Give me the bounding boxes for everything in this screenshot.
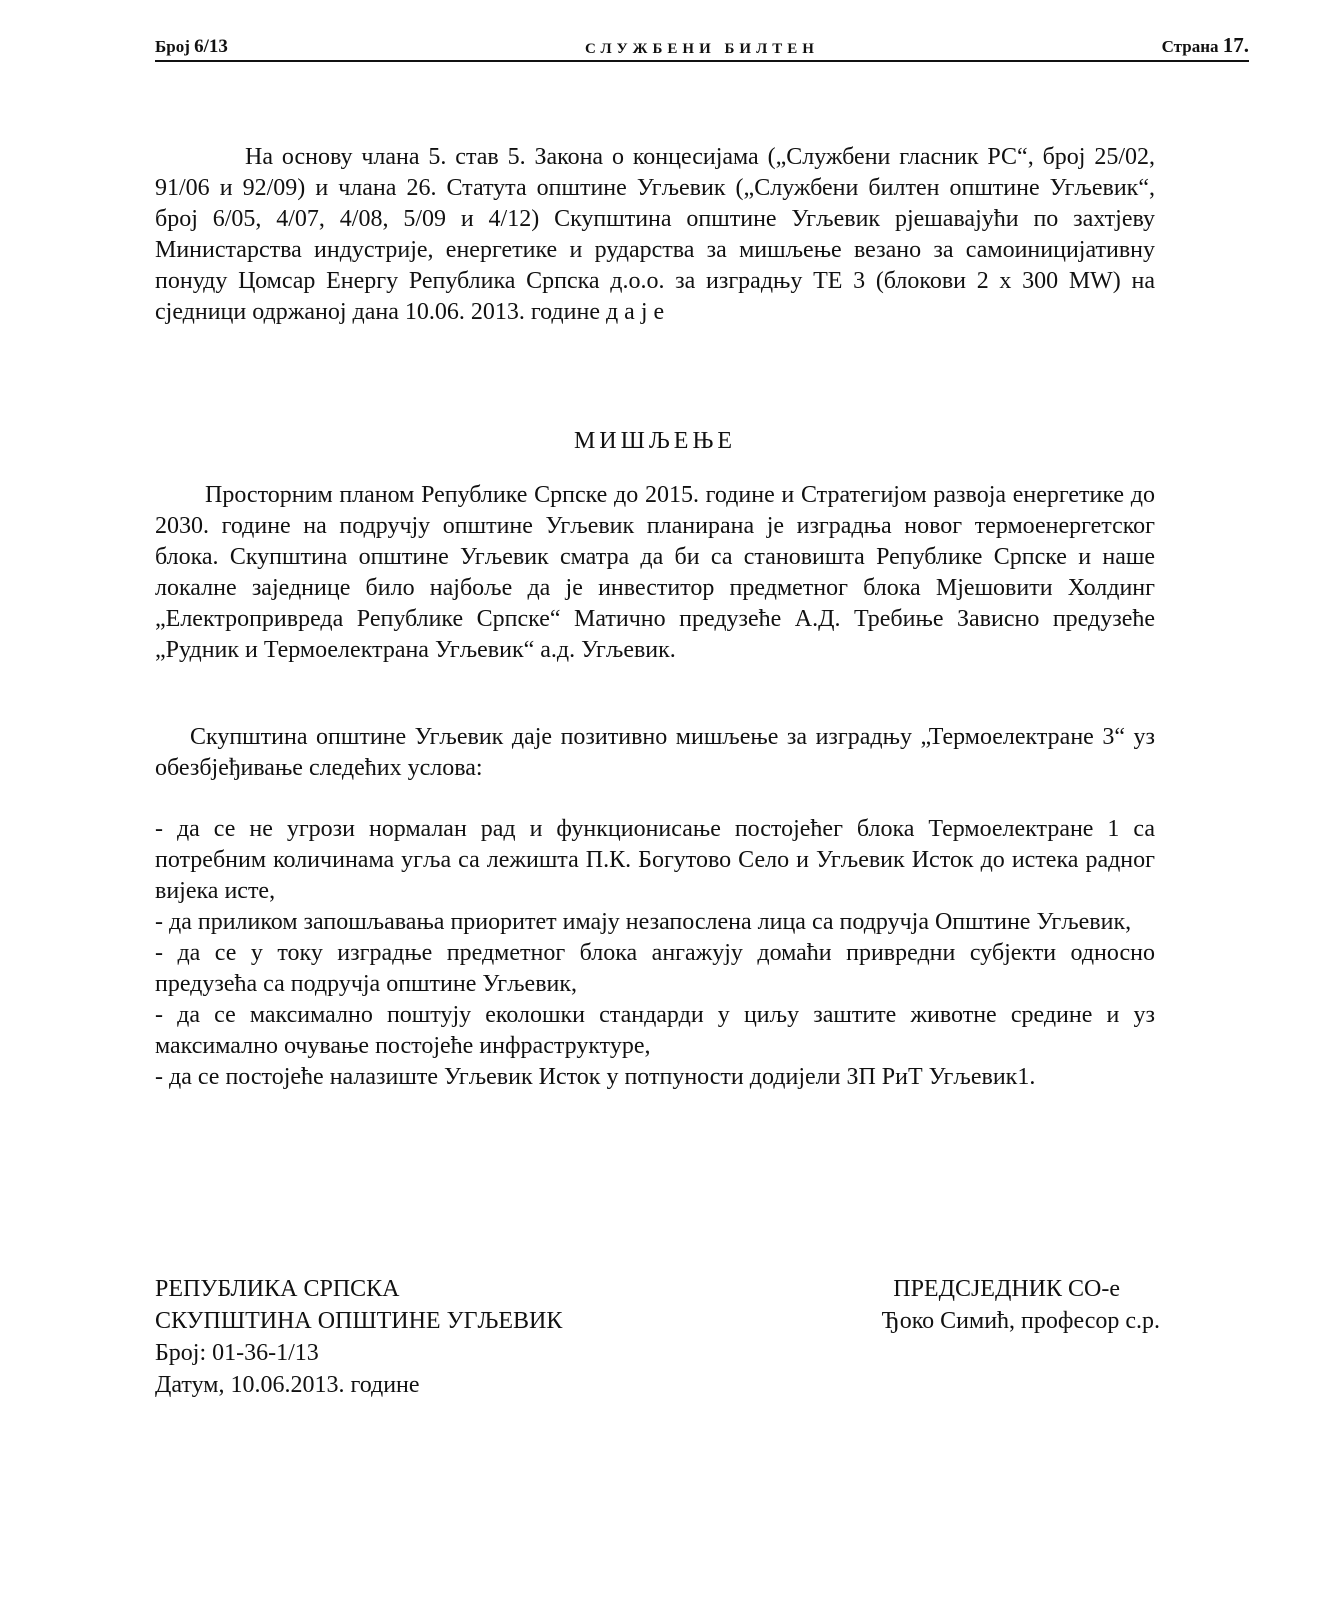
paragraph-spatial-plan: Просторним планом Републике Српске до 2015. године и Стратегијом развоја енергетике до 2030. године на подручју општине Угљевик планирана је изградња новог термоенергетског блока. Скупштина општине Угљевик сматра да би са становишта Републике Српске и наше локалне заједнице било најбоље да је инвеститор предметног блока Мјешовити Холдинг „Електропривреда Републике Српске“ Матично предузеће А.Д. Требиње Зависно предузеће „Рудник и Термоелектрана Угљевик“ а.д. Угљевик. [155,482,1155,663]
page-number: Страна 17. [1161,33,1249,57]
signatory-role: ПРЕДСЈЕДНИК СО-е [893,1276,1120,1302]
condition-item: - да се не угрози нормалан рад и функционисање постојећег блока Термоелектране 1 са потребним количинама угља са лежишта П.К. Богутово Село и Угљевик Исток до истека радног вијека исте, [155,816,1155,904]
document-number: Број: 01-36-1/13 [155,1340,319,1366]
signatory-name: Ђоко Симић, професор с.р. [881,1308,1160,1334]
preamble-paragraph: На основу члана 5. став 5. Закона о концесијама („Службени гласник РС“, број 25/02, 91/06 и 92/09) и члана 26. Статута општине Угљевик („Службени билтен општине Угљевик“, број 6/05, 4/07, 4/08, 5/09 и 4/12) Скупштина општине Угљевик рјешавајући по захтјеву Министарства индустрије, енергетике и рударства за мишљење везано за самоиницијативну понуду Цомсар Енергу Република Српска д.о.о. за изградњу ТЕ 3 (блокови 2 х 300 MW) на сједници одржаној дана 10.06. 2013. године д а ј е [155,144,1155,325]
assembly-name: СКУПШТИНА ОПШТИНЕ УГЉЕВИК [155,1308,563,1334]
condition-item: - да приликом запошљавања приоритет имају незапослена лица са подручја Општине Угљевик, [155,909,1132,935]
paragraph-positive-opinion: Скупштина општине Угљевик даје позитивно мишљење за изградњу „Термоелектране 3“ уз обезбјеђивање следећих услова: [155,724,1155,781]
page-header [155,33,1249,62]
document-title: МИШЉЕЊЕ [573,428,737,454]
condition-item: - да се у току изградње предметног блока ангажују домаћи привредни субјекти односно предузећа са подручја општине Угљевик, [155,940,1155,997]
signatory-block [882,1273,1160,1337]
document-date: Датум, 10.06.2013. године [155,1372,420,1398]
condition-item: - да се постојеће налазиште Угљевик Исток у потпуности додијели ЗП РиТ Угљевик1. [155,1064,1036,1090]
condition-item: - да се максимално поштују еколошки стандарди у циљу заштите животне средине и уз максимално очување постојеће инфраструктуре, [155,1002,1155,1059]
issuer-block [155,1273,562,1401]
bulletin-title: СЛУЖБЕНИ БИЛТЕН [585,41,819,57]
conditions-list [155,814,1155,1093]
issue-number: Број 6/13 [155,36,228,57]
republic-name: РЕПУБЛИКА СРПСКА [155,1276,400,1302]
